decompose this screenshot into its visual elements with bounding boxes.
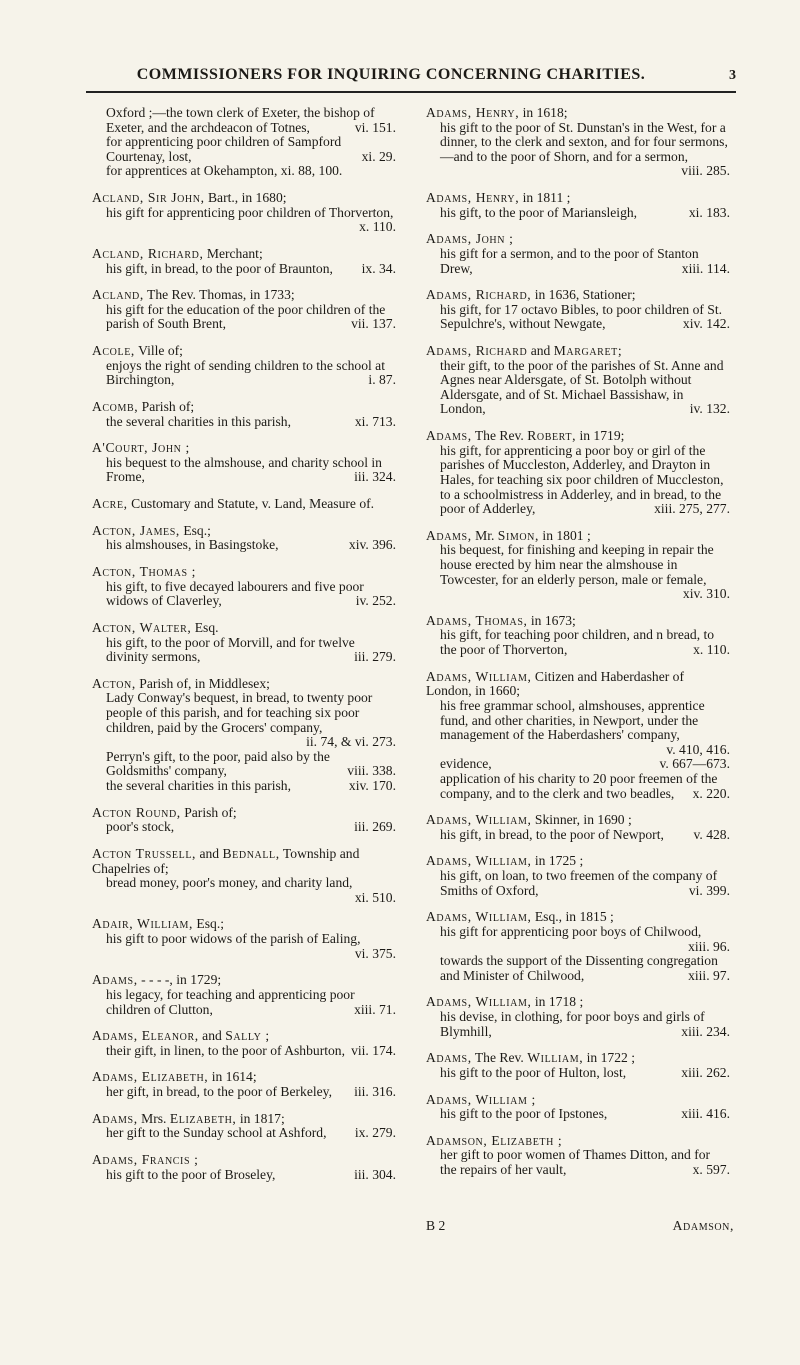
entry-text: his gift, for apprenticing a poor boy or girl of the parishes of Muccleston, Adderley, and Drayton in Hales, for teaching six poor children of Muccleston, to a schoolmistress in Adderley, and in bread, to the poor of Adderley, xyxy=(440,442,724,517)
volume-page-reference: x. 220. xyxy=(692,785,730,801)
entry-name-detail: in 1718 ; xyxy=(531,994,584,1010)
entry-heading xyxy=(426,614,730,629)
signature-mark: B 2 xyxy=(426,1218,446,1233)
index-entry xyxy=(92,677,396,794)
entry-description xyxy=(426,772,730,801)
entry-description xyxy=(426,359,730,417)
entry-description xyxy=(92,456,396,485)
entry-text: her gift, in bread, to the poor of Berkeley, xyxy=(106,1084,332,1100)
entry-text: bread money, poor's money, and charity land, xyxy=(106,875,353,891)
entry-name: Adams, Elizabeth, xyxy=(92,1069,209,1085)
entry-description xyxy=(426,303,730,332)
entry-name: Adams, William, xyxy=(426,668,532,684)
entry-text: application of his charity to 20 poor freemen of the company, and to the clerk and two beadles, xyxy=(440,770,718,801)
entry-name-detail: Bart., in 1680; xyxy=(204,190,287,206)
volume-page-reference: xi. 713. xyxy=(354,413,396,429)
entry-description xyxy=(92,932,396,961)
right-column xyxy=(426,106,730,1190)
entry-heading xyxy=(92,917,396,932)
entry-description xyxy=(92,538,396,553)
entry-heading xyxy=(426,854,730,869)
index-entry xyxy=(92,1112,396,1141)
entry-description xyxy=(426,828,730,843)
entry-name-second: Robert, xyxy=(527,428,577,444)
entry-text: their gift, to the poor of the parishes of St. Anne and Agnes near Aldersgate, of St. Botolph without Aldersgate, and of St. Michael Bassishaw, in London, xyxy=(440,357,724,417)
index-entry xyxy=(92,191,396,235)
index-entry xyxy=(92,1029,396,1058)
entry-description xyxy=(92,820,396,835)
entry-text: Lady Conway's bequest, in bread, to twenty poor people of this parish, and for teaching six poor children, paid by the Grocers' company, xyxy=(106,690,373,735)
entry-name-detail: in 1811 ; xyxy=(519,190,571,206)
entry-description xyxy=(92,106,396,135)
index-entry xyxy=(92,288,396,332)
entry-name: Adams, xyxy=(92,972,138,988)
entry-name-detail: - - - -, in 1729; xyxy=(137,972,222,988)
entry-name: Adams, Thomas, xyxy=(426,612,528,628)
entry-name: Acland, Richard, xyxy=(92,245,204,261)
entry-name-detail-second: in 1801 ; xyxy=(539,527,591,543)
entry-name-second: Sally ; xyxy=(225,1028,270,1044)
volume-page-reference: x. 110. xyxy=(693,642,730,658)
entry-name-second: Elizabeth, xyxy=(169,1110,237,1126)
entry-text: her gift to poor women of Thames Ditton, and for the repairs of her vault, xyxy=(440,1147,711,1178)
entry-heading xyxy=(426,1093,730,1108)
entry-name: Adams, Henry, xyxy=(426,105,520,120)
volume-page-reference: xiv. 310. xyxy=(682,586,730,602)
volume-page-reference: xiv. 396. xyxy=(348,537,396,553)
entry-name: Adams, Francis ; xyxy=(92,1152,199,1168)
volume-page-reference: i. 87. xyxy=(368,372,396,388)
entry-heading xyxy=(92,497,396,512)
entry-description xyxy=(92,164,396,179)
volume-page-reference: iii. 279. xyxy=(354,649,396,665)
entry-description xyxy=(92,988,396,1017)
entry-text: his gift to the poor of Broseley, xyxy=(106,1166,276,1182)
entry-text: towards the support of the Dissenting congregation and Minister of Chilwood, xyxy=(440,953,718,983)
entry-text: evidence, xyxy=(440,756,492,772)
volume-page-reference: xi. 510. xyxy=(354,889,396,905)
volume-page-reference: xiii. 114. xyxy=(681,260,730,276)
index-entry xyxy=(426,1093,730,1122)
entry-text: enjoys the right of sending children to the school at Birchington, xyxy=(106,357,385,388)
running-header xyxy=(86,66,736,90)
entry-description xyxy=(426,1010,730,1039)
entry-name-second: Simon, xyxy=(497,527,540,543)
entry-description xyxy=(92,1085,396,1100)
volume-page-reference: vi. 151. xyxy=(354,119,396,135)
entry-name: Adams, John ; xyxy=(426,231,514,247)
entry-description xyxy=(426,121,730,179)
entry-description xyxy=(92,135,396,164)
entry-text: his gift to the poor of Hulton, lost, xyxy=(440,1064,627,1080)
entry-text: his gift, to the poor of Morvill, and for twelve divinity sermons, xyxy=(106,634,355,665)
index-entry xyxy=(426,813,730,842)
entry-name: Acton, Thomas ; xyxy=(92,564,197,580)
volume-page-reference: x. 597. xyxy=(692,1162,730,1178)
entry-text: his free grammar school, almshouses, apprentice fund, and other charities, in Newport, under the management of the Haberdashers' company, xyxy=(440,697,705,743)
entry-name: Adams, William ; xyxy=(426,1091,536,1107)
entry-heading xyxy=(426,429,730,444)
entry-heading xyxy=(92,288,396,303)
entry-name-detail: Mrs. xyxy=(137,1110,170,1126)
entry-name-detail: Merchant; xyxy=(203,245,263,261)
entry-description xyxy=(426,444,730,517)
entry-description xyxy=(92,1126,396,1141)
index-entry xyxy=(92,621,396,665)
entry-name: Acton, James, xyxy=(92,522,180,538)
entry-description xyxy=(426,1066,730,1081)
entry-name: Adams, William, xyxy=(426,853,532,869)
entry-name-detail: Esq., in 1815 ; xyxy=(531,909,614,925)
entry-name-detail: in 1636, Stationer; xyxy=(531,287,636,303)
entry-text: his gift for the education of the poor children of the parish of South Brent, xyxy=(106,301,386,332)
volume-page-reference: v. 667—673. xyxy=(659,756,730,772)
entry-heading xyxy=(426,670,730,699)
index-entry xyxy=(426,106,730,179)
header-rule xyxy=(86,91,736,93)
entry-heading xyxy=(92,441,396,456)
entry-text: poor's stock, xyxy=(106,819,175,835)
entry-text: his gift for apprenticing poor children of Thorverton, xyxy=(106,204,394,220)
entry-text: his gift to poor widows of the parish of Ealing, xyxy=(106,931,361,947)
entry-text: Perryn's gift, to the poor, paid also by the Goldsmiths' company, xyxy=(106,748,330,779)
entry-name: Acton Trussell, xyxy=(92,845,197,861)
entry-description xyxy=(92,1168,396,1183)
entry-heading xyxy=(92,1029,396,1044)
entry-heading xyxy=(92,1070,396,1085)
entry-text: the several charities in this parish, xyxy=(106,413,291,429)
entry-heading xyxy=(92,400,396,415)
entry-name-second: William, xyxy=(527,1050,584,1066)
entry-heading xyxy=(92,847,396,876)
entry-name-detail: Mr. xyxy=(471,527,498,543)
entry-text: his legacy, for teaching and apprenticing poor children of Clutton, xyxy=(106,986,355,1017)
entry-description xyxy=(92,262,396,277)
volume-page-reference: iii. 269. xyxy=(354,819,396,835)
index-entry xyxy=(426,670,730,801)
entry-name: Adams, William, xyxy=(426,994,532,1010)
page-number: 3 xyxy=(729,68,736,83)
entry-name-detail-second: in 1722 ; xyxy=(583,1050,635,1066)
entry-name-detail: Esq. xyxy=(191,619,219,635)
entry-description xyxy=(92,636,396,665)
entry-name: Acland, xyxy=(92,287,144,303)
entry-name-detail: and xyxy=(527,343,554,359)
entry-description xyxy=(426,1107,730,1122)
entry-heading xyxy=(426,813,730,828)
entry-description xyxy=(92,1044,396,1059)
entry-name: Acre, xyxy=(92,496,128,512)
entry-heading xyxy=(426,232,730,247)
entry-description xyxy=(92,750,396,779)
entry-name-detail-second: in 1719; xyxy=(576,428,625,444)
entry-name-detail: Citizen and Haberdasher of London, in 1660; xyxy=(426,668,684,699)
entry-text: for apprentices at Okehampton, xi. 88, 100. xyxy=(106,163,343,179)
volume-page-reference: xi. 29. xyxy=(361,148,396,164)
index-entry xyxy=(426,288,730,332)
entry-name: Acole, xyxy=(92,343,135,359)
entry-heading xyxy=(426,1051,730,1066)
volume-page-reference: ii. 74, & vi. 273. xyxy=(306,734,396,750)
entry-name-detail: and xyxy=(196,845,223,861)
index-entry xyxy=(92,847,396,905)
index-entry xyxy=(92,106,396,179)
entry-text: the several charities in this parish, xyxy=(106,778,291,793)
volume-page-reference: iii. 304. xyxy=(354,1166,396,1182)
index-entry xyxy=(92,524,396,553)
index-entry xyxy=(426,854,730,898)
entry-description xyxy=(426,869,730,898)
entry-heading xyxy=(426,344,730,359)
volume-page-reference: xiii. 262. xyxy=(681,1064,730,1080)
index-entry xyxy=(426,344,730,417)
volume-page-reference: iv. 132. xyxy=(689,401,730,417)
entry-text: for apprenticing poor children of Sampford Courtenay, lost, xyxy=(106,134,342,164)
entry-description xyxy=(92,691,396,749)
entry-description xyxy=(92,303,396,332)
left-column xyxy=(92,106,396,1194)
volume-page-reference: xi. 183. xyxy=(688,204,730,220)
index-entry xyxy=(92,806,396,835)
entry-name-detail: Customary and Statute, v. Land, Measure of. xyxy=(127,496,375,512)
entry-name-detail-second: in 1817; xyxy=(236,1110,285,1126)
volume-page-reference: xiii. 97. xyxy=(688,967,730,983)
entry-text: her gift to the Sunday school at Ashford, xyxy=(106,1125,327,1141)
entry-heading xyxy=(92,806,396,821)
entry-heading xyxy=(426,191,730,206)
entry-name-detail: Skinner, in 1690 ; xyxy=(531,812,632,828)
index-entry xyxy=(92,497,396,512)
entry-description xyxy=(92,415,396,430)
entry-name-detail: Esq.; xyxy=(179,522,211,538)
entry-name: Adams, xyxy=(426,428,472,444)
volume-page-reference: vi. 399. xyxy=(688,882,730,898)
index-entry xyxy=(92,344,396,388)
entry-name-detail: The Rev. Thomas, in 1733; xyxy=(143,287,295,303)
entry-name: Acomb, xyxy=(92,398,139,414)
entry-description xyxy=(92,580,396,609)
entry-name-detail-second: Township and Chapelries of; xyxy=(92,845,360,876)
entry-heading xyxy=(92,524,396,539)
entry-description xyxy=(426,1148,730,1177)
entry-name: Adair, William, xyxy=(92,916,194,932)
entry-description xyxy=(92,779,396,794)
entry-name-detail: Parish of; xyxy=(180,804,237,820)
index-entry xyxy=(426,232,730,276)
volume-page-reference: xiii. 71. xyxy=(354,1001,396,1017)
entry-description xyxy=(426,954,730,983)
volume-page-reference: v. 410, 416. xyxy=(666,741,730,757)
index-entry xyxy=(92,400,396,429)
entry-text: his gift to the poor of St. Dunstan's in the West, for a dinner, to the clerk and sexton, and for four sermons,—and to the poor of Shorn, and for a sermon, xyxy=(440,119,728,164)
entry-heading xyxy=(426,1134,730,1149)
entry-heading xyxy=(92,1112,396,1127)
entry-name-detail: and xyxy=(198,1028,226,1044)
entry-text: his gift, in bread, to the poor of Braunton, xyxy=(106,260,333,276)
entry-heading xyxy=(92,247,396,262)
entry-name: Acton, Walter, xyxy=(92,619,192,635)
entry-name: Adams, Richard xyxy=(426,343,528,359)
entry-name-detail: Parish of, in Middlesex; xyxy=(135,675,270,691)
index-entry xyxy=(426,191,730,220)
volume-page-reference: xiii. 96. xyxy=(688,938,730,954)
entry-heading xyxy=(426,106,730,121)
entry-name: A'Court, John ; xyxy=(92,440,190,456)
entry-text: his bequest, for finishing and keeping in repair the house erected by him near the almshouse in Towcester, for an elderly person, male or female, xyxy=(440,542,714,587)
entry-name: Adams, William, xyxy=(426,909,532,925)
entry-description xyxy=(92,359,396,388)
entry-text: his gift, for 17 octavo Bibles, to poor children of St. Sepulchre's, without Newgate, xyxy=(440,301,723,332)
index-entry xyxy=(426,910,730,983)
entry-name: Adams, xyxy=(426,1050,472,1066)
volume-page-reference: vii. 137. xyxy=(351,316,396,332)
index-entry xyxy=(92,247,396,276)
volume-page-reference: xiv. 170. xyxy=(348,778,396,793)
volume-page-reference: iii. 324. xyxy=(354,469,396,485)
entry-name: Adams, xyxy=(426,527,472,543)
entry-description xyxy=(426,543,730,601)
index-entry xyxy=(92,917,396,961)
entry-heading xyxy=(92,191,396,206)
entry-name-detail: in 1614; xyxy=(208,1069,257,1085)
entry-text: his gift for a sermon, and to the poor of Stanton Drew, xyxy=(440,245,699,276)
index-entry xyxy=(426,1134,730,1178)
volume-page-reference: viii. 285. xyxy=(681,163,730,179)
entry-name-second: Margaret; xyxy=(553,343,623,359)
index-entry xyxy=(92,441,396,485)
index-entry xyxy=(92,1070,396,1099)
entry-text: his gift, for teaching poor children, and n bread, to the poor of Thorverton, xyxy=(440,627,715,658)
volume-page-reference: xiv. 142. xyxy=(682,316,730,332)
entry-name: Acton, xyxy=(92,675,136,691)
volume-page-reference: xiii. 416. xyxy=(681,1106,730,1122)
entry-description xyxy=(92,876,396,905)
volume-page-reference: x. 110. xyxy=(359,219,396,235)
entry-name-second: Bednall, xyxy=(222,845,280,861)
entry-text: his gift to the poor of Ipstones, xyxy=(440,1106,608,1122)
catchword: Adamson, xyxy=(672,1218,734,1233)
entry-name-detail: in 1725 ; xyxy=(531,853,584,869)
entry-name-detail: The Rev. xyxy=(471,428,528,444)
entry-heading xyxy=(92,677,396,692)
index-entry xyxy=(426,529,730,602)
entry-heading xyxy=(92,344,396,359)
entry-text: his gift, to five decayed labourers and five poor widows of Claverley, xyxy=(106,578,364,609)
volume-page-reference: viii. 338. xyxy=(347,763,396,779)
entry-name: Adams, Richard, xyxy=(426,287,532,303)
index-entry xyxy=(426,614,730,658)
index-entry xyxy=(92,565,396,609)
volume-page-reference: iii. 316. xyxy=(354,1084,396,1100)
entry-text: his gift, on loan, to two freemen of the company of Smiths of Oxford, xyxy=(440,868,718,898)
entry-name-detail: Ville of; xyxy=(134,343,183,359)
entry-text: his devise, in clothing, for poor boys and girls of Blymhill, xyxy=(440,1009,705,1039)
entry-description xyxy=(92,206,396,235)
volume-page-reference: vii. 174. xyxy=(351,1042,396,1058)
entry-name: Adams, William, xyxy=(426,812,532,828)
entry-text: his gift for apprenticing poor boys of Chilwood, xyxy=(440,923,702,939)
index-entry xyxy=(426,429,730,517)
entry-heading xyxy=(92,565,396,580)
entry-name-detail: in 1618; xyxy=(519,105,568,120)
entry-heading xyxy=(92,973,396,988)
entry-heading xyxy=(92,621,396,636)
entry-heading xyxy=(426,529,730,544)
entry-heading xyxy=(426,910,730,925)
entry-heading xyxy=(426,288,730,303)
entry-description xyxy=(426,757,730,772)
entry-name: Acton Round, xyxy=(92,804,181,820)
volume-page-reference: iv. 252. xyxy=(355,593,396,609)
entry-name-detail: Esq.; xyxy=(193,916,224,932)
entry-description xyxy=(426,699,730,757)
entry-description xyxy=(426,925,730,954)
volume-page-reference: ix. 279. xyxy=(354,1125,396,1141)
entry-text: his almshouses, in Basingstoke, xyxy=(106,537,279,553)
volume-page-reference: xiii. 275, 277. xyxy=(654,501,730,517)
entry-text: his gift, in bread, to the poor of Newport, xyxy=(440,826,664,842)
entry-text: his bequest to the almshouse, and charity school in Frome, xyxy=(106,454,382,485)
page-title: COMMISSIONERS FOR INQUIRING CONCERNING CHARITIES. xyxy=(136,66,646,83)
entry-name: Adamson, Elizabeth ; xyxy=(426,1132,563,1148)
index-entry xyxy=(426,1051,730,1080)
entry-description xyxy=(426,628,730,657)
index-entry xyxy=(92,973,396,1017)
entry-heading xyxy=(426,995,730,1010)
index-entry xyxy=(92,1153,396,1182)
entry-description xyxy=(426,206,730,221)
entry-text: his gift, to the poor of Mariansleigh, xyxy=(440,204,638,220)
volume-page-reference: ix. 34. xyxy=(361,260,396,276)
entry-name-detail: The Rev. xyxy=(471,1050,528,1066)
entry-name: Adams, xyxy=(92,1110,138,1126)
entry-text: their gift, in linen, to the poor of Ashburton, xyxy=(106,1042,345,1058)
entry-heading xyxy=(92,1153,396,1168)
entry-name: Acland, Sir John, xyxy=(92,190,205,206)
entry-name: Adams, Eleanor, xyxy=(92,1028,199,1044)
index-entry xyxy=(426,995,730,1039)
volume-page-reference: v. 428. xyxy=(693,826,730,842)
volume-page-reference: vi. 375. xyxy=(354,945,396,961)
entry-text: Oxford ;—the town clerk of Exeter, the bishop of Exeter, and the archdeacon of Totnes, xyxy=(106,105,375,135)
entry-name: Adams, Henry, xyxy=(426,190,520,206)
entry-name-detail: Parish of; xyxy=(138,398,195,414)
entry-name-detail: in 1673; xyxy=(527,612,576,628)
volume-page-reference: xiii. 234. xyxy=(681,1023,730,1039)
entry-description xyxy=(426,247,730,276)
